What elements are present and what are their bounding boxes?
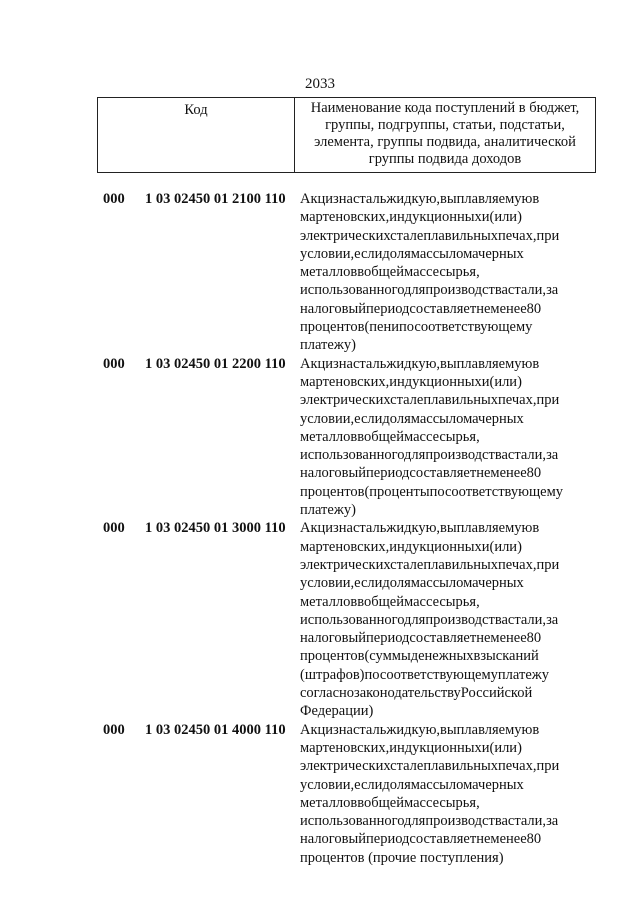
word: не	[476, 630, 491, 647]
word: сырья,	[439, 428, 480, 445]
description-line	[300, 519, 587, 537]
word: лома	[448, 245, 479, 262]
word: в	[357, 428, 365, 445]
word: в	[357, 593, 365, 610]
word: мартеновских,	[300, 373, 390, 390]
word: жидкую,	[386, 520, 441, 537]
word: массы	[410, 776, 449, 793]
word: менее	[490, 630, 527, 647]
word: сталь	[352, 520, 387, 537]
description-line	[300, 428, 587, 446]
word: массе	[404, 428, 440, 445]
word: процентов	[300, 648, 365, 665]
header-name-line: группы, подгруппы, статьи, подстатьи,	[325, 117, 565, 133]
word: электрических	[300, 556, 391, 573]
header-name-line: Наименование кода поступлений в бюджет,	[310, 100, 580, 116]
description-cell	[300, 519, 587, 720]
word: 80	[526, 465, 542, 482]
description-line	[300, 538, 587, 556]
admin-code-cell: 000	[103, 191, 125, 207]
word: не	[476, 465, 491, 482]
description-line	[300, 666, 587, 684]
description-line	[300, 281, 587, 299]
revenue-code-cell: 1 03 02450 01 2200 110	[145, 355, 286, 372]
description-line	[300, 355, 587, 373]
word: производства	[425, 447, 508, 464]
word: за	[546, 611, 559, 628]
word: лома	[448, 575, 479, 592]
word: менее	[490, 300, 527, 317]
word: по	[429, 483, 445, 500]
word: налоговый	[300, 300, 366, 317]
description-line	[300, 556, 587, 574]
word: массы	[410, 245, 449, 262]
word: производства	[425, 282, 508, 299]
word: индукционных	[389, 538, 482, 555]
word: составляет	[409, 630, 477, 647]
description-line	[300, 593, 587, 611]
revenue-code-cell: 1 03 02450 01 2100 110	[145, 191, 286, 207]
word: 80	[526, 630, 542, 647]
description-line: процентов (прочие поступления)	[300, 849, 504, 866]
word: использованного	[300, 282, 405, 299]
word: условии,	[300, 245, 355, 262]
word: условии,	[300, 575, 355, 592]
word: на	[338, 520, 353, 537]
word: если	[354, 776, 383, 793]
word: не	[476, 831, 491, 848]
word: (или)	[489, 209, 522, 226]
word: лома	[448, 776, 479, 793]
word: общей	[364, 428, 405, 445]
word: соответствующему	[379, 666, 498, 683]
description-line	[300, 574, 587, 592]
word: в	[357, 794, 365, 811]
description-line	[300, 739, 587, 757]
description-line	[300, 629, 587, 647]
description-line	[300, 410, 587, 428]
revenue-code-cell: 1 03 02450 01 3000 110	[145, 520, 286, 537]
header-name-line: группы подвида доходов	[368, 151, 522, 167]
word: для	[404, 611, 426, 628]
word: массе	[404, 794, 440, 811]
word: и	[481, 739, 490, 756]
admin-code-cell: 000	[103, 355, 125, 372]
word: доля	[382, 776, 411, 793]
word: согласно	[300, 685, 355, 702]
word: электрических	[300, 227, 391, 244]
description-cell	[300, 355, 587, 520]
description-line	[300, 190, 587, 208]
description-line: Федерации)	[300, 703, 374, 720]
word: условии,	[300, 776, 355, 793]
word: использованного	[300, 611, 405, 628]
word: в	[357, 264, 365, 281]
word: Акциз	[300, 355, 339, 372]
word: индукционных	[389, 373, 482, 390]
word: печах,	[498, 556, 537, 573]
word: в	[532, 721, 540, 738]
word: и	[481, 373, 490, 390]
description-line	[300, 464, 587, 482]
word: за	[546, 813, 559, 830]
word: налоговый	[300, 630, 366, 647]
description-cell	[300, 190, 587, 355]
word: черных	[478, 776, 524, 793]
word: и	[481, 538, 490, 555]
description-line	[300, 318, 587, 336]
word: черных	[478, 245, 524, 262]
description-line: платежу)	[300, 502, 356, 519]
description-line	[300, 263, 587, 281]
table-row	[0, 355, 640, 520]
word: массы	[410, 410, 449, 427]
description-line	[300, 647, 587, 665]
word: стали,	[507, 611, 547, 628]
word: стали,	[507, 282, 547, 299]
word: Акциз	[300, 721, 339, 738]
word: жидкую,	[386, 355, 441, 372]
word: и	[481, 209, 490, 226]
word: налоговый	[300, 831, 366, 848]
word: условии,	[300, 410, 355, 427]
word: индукционных	[389, 739, 482, 756]
word: массе	[404, 593, 440, 610]
word: 80	[526, 300, 542, 317]
word: если	[354, 245, 383, 262]
word: выплавляемую	[440, 520, 533, 537]
word: сталь	[352, 191, 387, 207]
word: составляет	[409, 300, 477, 317]
page-number: 2033	[305, 76, 335, 92]
description-line	[300, 611, 587, 629]
word: в	[532, 520, 540, 537]
description-line	[300, 391, 587, 409]
description-line	[300, 721, 587, 739]
word: период	[366, 630, 410, 647]
description-line	[300, 794, 587, 812]
word: процентов	[300, 319, 365, 336]
table-row	[0, 519, 640, 720]
word: Акциз	[300, 520, 339, 537]
word: не	[476, 300, 491, 317]
word: процентов	[300, 483, 365, 500]
word: если	[354, 410, 383, 427]
word: (проценты	[364, 483, 430, 500]
word: (пени	[364, 319, 400, 336]
word: сырья,	[439, 794, 480, 811]
table-header	[97, 97, 596, 173]
word: массе	[404, 264, 440, 281]
word: (штрафов)	[300, 666, 365, 683]
word: производства	[425, 611, 508, 628]
header-code-cell: Код	[98, 98, 295, 172]
word: общей	[364, 794, 405, 811]
word: электрических	[300, 758, 391, 775]
description-line	[300, 300, 587, 318]
header-name-cell	[295, 98, 595, 172]
table-row	[0, 190, 640, 355]
word: мартеновских,	[300, 739, 390, 756]
word: электрических	[300, 392, 391, 409]
description-line	[300, 208, 587, 226]
word: соответствующему	[444, 483, 563, 500]
word: Акциз	[300, 191, 339, 207]
word: по	[399, 319, 415, 336]
word: жидкую,	[386, 191, 441, 207]
word: (или)	[489, 538, 522, 555]
word: выплавляемую	[440, 355, 533, 372]
word: при	[536, 556, 560, 573]
word: печах,	[498, 392, 537, 409]
word: период	[366, 300, 410, 317]
word: выплавляемую	[440, 191, 533, 207]
word: (или)	[489, 373, 522, 390]
description-line	[300, 446, 587, 464]
description-line	[300, 245, 587, 263]
word: сталеплавильных	[390, 556, 498, 573]
table-row	[0, 721, 640, 867]
word: на	[338, 355, 353, 372]
word: в	[532, 355, 540, 372]
word: печах,	[498, 758, 537, 775]
word: стали,	[507, 447, 547, 464]
word: сталеплавильных	[390, 758, 498, 775]
description-line	[300, 684, 587, 702]
table-body	[0, 190, 640, 867]
word: черных	[478, 575, 524, 592]
word: металлов	[300, 794, 358, 811]
word: печах,	[498, 227, 537, 244]
word: общей	[364, 264, 405, 281]
word: менее	[490, 465, 527, 482]
word: при	[536, 227, 560, 244]
word: лома	[448, 410, 479, 427]
word: мартеновских,	[300, 209, 390, 226]
word: при	[536, 392, 560, 409]
word: жидкую,	[386, 721, 441, 738]
word: (суммы	[364, 648, 411, 665]
admin-code-cell: 000	[103, 721, 125, 738]
word: составляет	[409, 465, 477, 482]
word: мартеновских,	[300, 538, 390, 555]
word: стали,	[507, 813, 547, 830]
word: период	[366, 465, 410, 482]
word: сталь	[352, 355, 387, 372]
description-line	[300, 483, 587, 501]
word: индукционных	[389, 209, 482, 226]
word: на	[338, 721, 353, 738]
word: если	[354, 575, 383, 592]
word: для	[404, 447, 426, 464]
word: законодательству	[354, 685, 461, 702]
word: налоговый	[300, 465, 366, 482]
word: сталеплавильных	[390, 227, 498, 244]
word: металлов	[300, 264, 358, 281]
word: сырья,	[439, 593, 480, 610]
word: по	[364, 666, 380, 683]
word: денежных	[410, 648, 474, 665]
word: менее	[490, 831, 527, 848]
word: сталь	[352, 721, 387, 738]
word: на	[338, 191, 353, 207]
word: металлов	[300, 428, 358, 445]
header-name-line: элемента, группы подвида, аналитической	[314, 134, 576, 150]
word: доля	[382, 575, 411, 592]
word: в	[532, 191, 540, 207]
description-line	[300, 373, 587, 391]
admin-code-cell: 000	[103, 520, 125, 537]
description-line	[300, 757, 587, 775]
word: за	[546, 447, 559, 464]
word: производства	[425, 813, 508, 830]
word: платежу	[497, 666, 550, 683]
word: период	[366, 831, 410, 848]
word: для	[404, 813, 426, 830]
word: взысканий	[473, 648, 539, 665]
word: металлов	[300, 593, 358, 610]
word: выплавляемую	[440, 721, 533, 738]
word: для	[404, 282, 426, 299]
word: использованного	[300, 447, 405, 464]
description-line	[300, 830, 587, 848]
description-line	[300, 812, 587, 830]
word: 80	[526, 831, 542, 848]
word: (или)	[489, 739, 522, 756]
word: черных	[478, 410, 524, 427]
word: сырья,	[439, 264, 480, 281]
word: массы	[410, 575, 449, 592]
description-line	[300, 227, 587, 245]
word: использованного	[300, 813, 405, 830]
description-line	[300, 776, 587, 794]
word: сталеплавильных	[390, 392, 498, 409]
word: Российской	[460, 685, 533, 702]
word: соответствующему	[414, 319, 533, 336]
description-line: платежу)	[300, 337, 356, 354]
word: общей	[364, 593, 405, 610]
word: при	[536, 758, 560, 775]
description-cell	[300, 721, 587, 867]
word: доля	[382, 410, 411, 427]
word: составляет	[409, 831, 477, 848]
word: за	[546, 282, 559, 299]
word: доля	[382, 245, 411, 262]
revenue-code-cell: 1 03 02450 01 4000 110	[145, 721, 286, 738]
